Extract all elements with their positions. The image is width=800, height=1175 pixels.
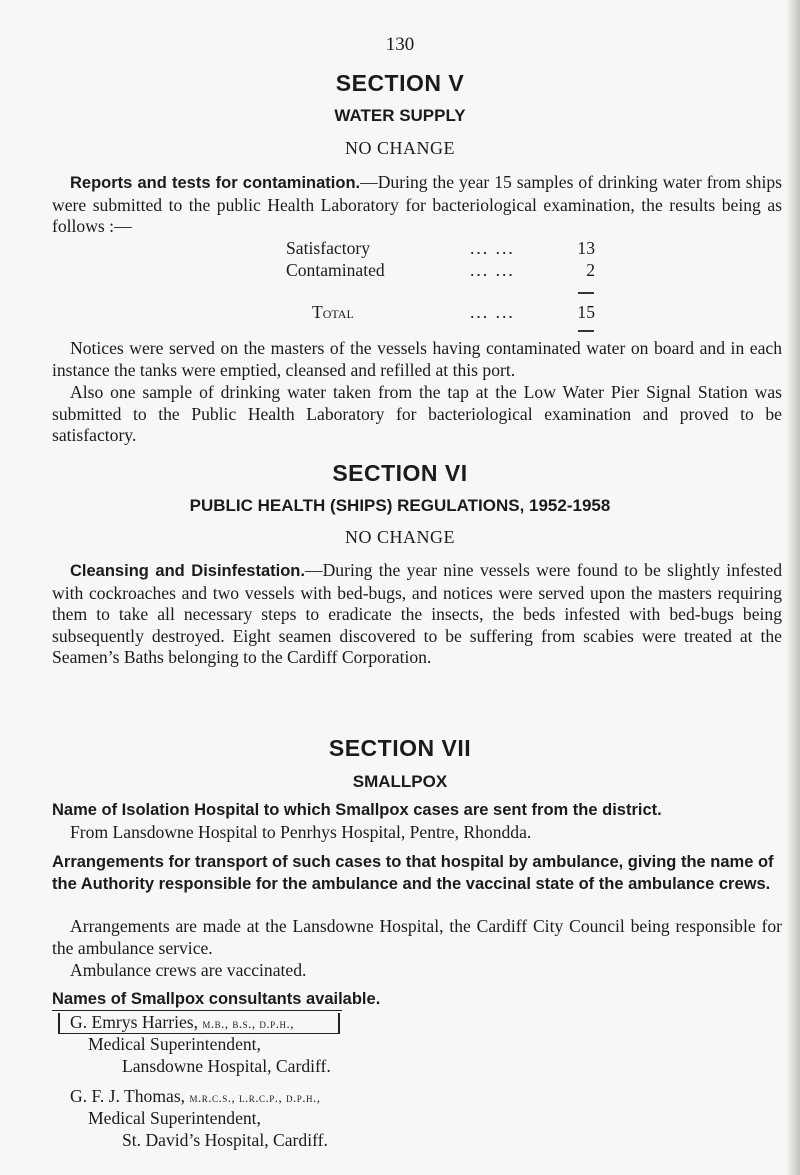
section-7-subtitle: SMALLPOX [352,772,448,791]
row-dots: ... ... [470,238,515,258]
consultant-2-title: Medical Superintendent, [88,1108,261,1128]
table-row [0,238,800,259]
paragraph-text: —During the year 15 samples of drinking water from ships were submitted to the public Health Laboratory for bacteriological examination, the results being as follows :— [52,172,782,237]
section-5-paragraph-2: Notices were served on the masters of the vessels having contaminated water on board and in each instance the tanks were emptied, cleansed and refilled at this port. [52,338,782,380]
underline-consultants [52,1010,342,1011]
section-6-paragraph [52,560,782,669]
bracket-left [58,1013,60,1033]
answer-isolation-hospital: From Lansdowne Hospital to Penrhys Hospital, Pentre, Rhondda. [70,822,532,842]
section-5-subtitle: WATER SUPPLY [334,106,466,125]
total-label: Total [312,302,354,322]
section-5-paragraph-3: Also one sample of drinking water taken from the tap at the Low Water Pier Signal Station was submitted to the Public Health Laboratory for bacteriological examination and proved to be satisfactory. [52,382,782,446]
row-label: Contaminated [286,260,385,280]
question-isolation-hospital: Name of Isolation Hospital to which Smallpox cases are sent from the district. [52,801,662,819]
consultant-1-place: Lansdowne Hospital, Cardiff. [122,1056,331,1076]
row-value: 13 [577,238,595,258]
answer-transport-2: Ambulance crews are vaccinated. [70,960,307,980]
table-row [0,260,800,281]
total-dots: ... ... [470,302,515,322]
consultant-1-title: Medical Superintendent, [88,1034,261,1054]
section-6-subtitle: PUBLIC HEALTH (SHIPS) REGULATIONS, 1952-1958 [189,496,611,515]
total-rule-bottom [578,330,594,332]
bracket-right [338,1013,340,1033]
section-7-title: SECTION VII [328,735,472,761]
consultant-2-line [70,1086,321,1109]
consultant-2-name: G. F. J. Thomas, [70,1086,186,1106]
consultant-1-qualifications: m.b., b.s., d.p.h., [202,1016,294,1031]
section-5-paragraph-1 [52,172,782,238]
consultant-2-qualifications: m.r.c.s., l.r.c.p., d.p.h., [189,1090,321,1105]
consultant-1-name: G. Emrys Harries, [70,1012,199,1032]
consultant-2-place: St. David’s Hospital, Cardiff. [122,1130,328,1150]
page-number: 130 [385,34,415,55]
section-6-title: SECTION VI [332,460,468,486]
answer-transport-1: Arrangements are made at the Lansdowne Hospital, the Cardiff City Council being responsible for the ambulance service. [52,916,782,958]
row-dots: ... ... [470,260,515,280]
section-5-title: SECTION V [335,70,465,96]
paragraph-lead: Reports and tests for contamination. [70,174,361,192]
row-value: 2 [586,260,595,280]
row-label: Satisfactory [286,238,371,258]
page-edge-shadow [786,0,800,1175]
total-rule-top [578,292,594,294]
question-transport: Arrangements for transport of such cases to that hospital by ambulance, giving the name of the Authority responsible for the ambulance and the vaccinal state of the ambulance crews. [52,853,774,893]
table-total-row [0,302,800,323]
question-consultants: Names of Smallpox consultants available. [52,990,381,1008]
consultant-1-line [70,1012,294,1035]
paragraph-text: —During the year nine vessels were found to be slightly infested with cockroaches and two vessels with bed-bugs, and notices were served upon the masters requiring them to take all necessary steps to eradicate the insects, the beds infested with bed-bugs being subsequently destroyed. Eight seamen discovered to be suffering from scabies were treated at the Seamen’s Baths belonging to the Cardiff Corporation. [52,560,782,668]
section-5-no-change: NO CHANGE [345,138,455,158]
total-value: 15 [577,302,595,322]
section-6-no-change: NO CHANGE [345,527,455,547]
paragraph-lead: Cleansing and Disinfestation. [70,562,305,580]
